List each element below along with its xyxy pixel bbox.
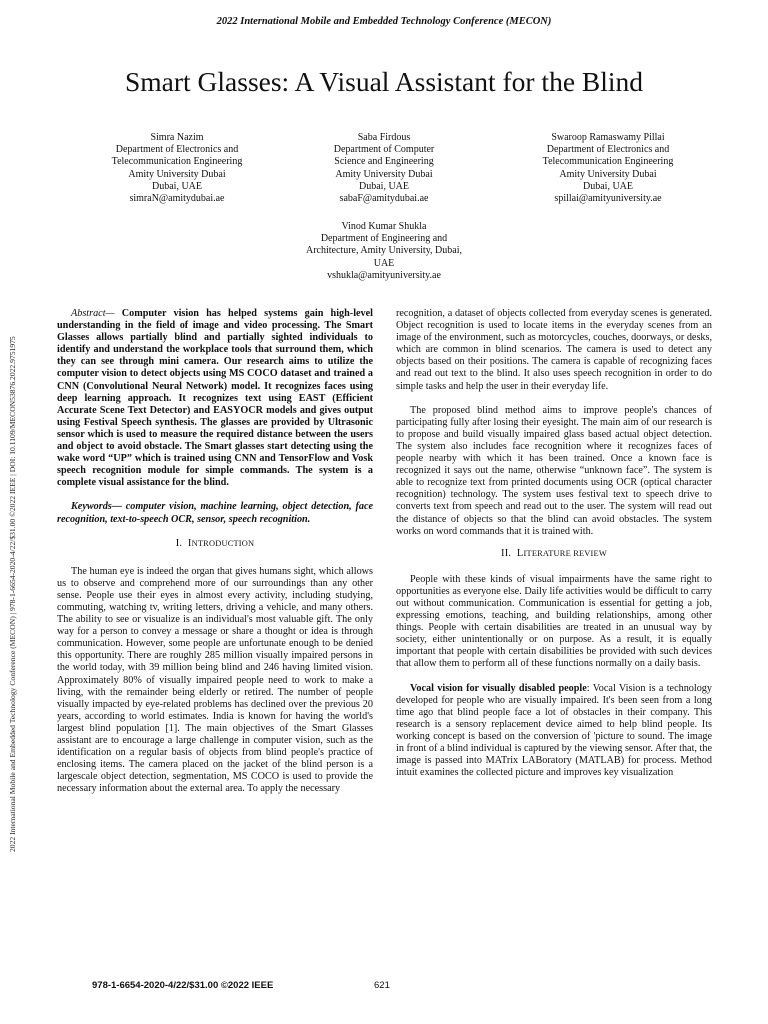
side-reference-text: 2022 International Mobile and Embedded Technology Conference (MECON) | 978-1-6654-2020-4/22/$31.00 ©2022 IEEE | DOI: 10.1109/MECON53876.2022.9751975 [8,336,17,852]
author-email: vshukla@amityuniversity.ae [327,269,441,281]
author-university: UAE [373,257,395,269]
section-heading-literature-review [396,548,712,560]
section-heading-introduction [57,538,373,550]
section-numeral: II. [501,547,512,559]
author-dept: Department of Electronics and [115,144,239,156]
author-name: Saba Firdous [357,132,411,143]
author-city: Dubai, UAE [152,180,202,192]
author-dept: Department of Computer [333,144,435,156]
abstract [57,308,373,489]
section-title-rest: NTRODUCTION [191,538,255,548]
literature-subheading: Vocal vision for visually disabled people [410,682,587,694]
footer-copyright: 978-1-6654-2020-4/22/$31.00 ©2022 IEEE [92,980,274,991]
literature-paragraph-2-text: : Vocal Vision is a technology developed for people who are visually impaired. It's been seen from a long time ago that blind people face a lot of obstacles in their company. This research is a sensory replacement device aimed to help blind people. Its working concept is based on the conversion of 'picture to sound. The image in front of a blind individual is captured by the viewing sensor. After that, the image is passed into MATrix LABoratory (MATLAB) for process. Method intuit examines the collected picture and improves key visualization [396,682,712,779]
author-email: simraN@amitydubai.ae [129,193,225,205]
keywords [57,501,373,525]
author-dept: Telecommunication Engineering [542,156,674,168]
abstract-text: Computer vision has helped systems gain high-level understanding in the field of image and video processing. The Smart Glasses allows partially blind and partially sighted individuals to identify and understand the workplace tools that surround them, which they can see through mini camera. Our research aims to utilize the computer vision to detect objects using MS COCO dataset and trained a CNN (Convolutional Neural Network) model. It recognizes faces using deep learning approach. It recognizes text using EAST (Efficient Accurate Scene Text Detector) and EASYOCR models and gives output using Festival Speech synthesis. The glasses are provided by Ultrasonic sensor which is used to measure the required distance between the users and object to avoid obstacle. The Smart glasses start detecting using the wake word “UP” which is trained using CNN and TensorFlow and Vosk speech recognition module for simple commands. The system is a complete visual assistance for the blind. [57,308,373,489]
intro-paragraph: The human eye is indeed the organ that gives humans sight, which allows us to observe and comprehend more of our surroundings than any other sense. People use their eyes in almost every activity, including studying, commuting, watching tv, writing letters, driving a vehicle, and many others. The ability to see or visualize is an individual's most valuable gift. The only way for a person to convey a message or share a thought or idea is through communication. However, some people are unfortunate enough to be denied this opportunity. There are roughly 285 million visually impaired persons in the world today, with 39 million being blind and 246 having limited vision. Approximately 80% of visually impaired people need to work to make a living, with the remainder being elderly or retired. The number of people visually impacted by eye-related problems has declined over the previous 20 years, according to world estimates. India is known for having the world's largest blind population [1]. The main objectives of the Smart Glasses assistant are to encourage a large challenge in computer vision, such as the identification on a regular basis of objects from blind people's practice of enclosing items. The camera placed on the jacket of the blind person is a largescale object detection, segmentation, MS COCO is used to provide the necessary information about the external area. To apply the necessary [57,565,373,795]
author-name: Simra Nazim [150,132,204,143]
left-column [57,308,373,795]
keywords-lead: Keywords— [71,501,122,513]
section-first-letter: I [187,537,192,549]
author-dept: Science and Engineering [334,156,434,168]
author-email: spillai@amityuniversity.ae [554,193,662,205]
author-university: Amity University Dubai [335,168,433,180]
literature-paragraph-2 [396,683,712,780]
section-first-letter: L [516,547,524,559]
author-dept: Telecommunication Engineering [111,156,243,168]
author-city: Dubai, UAE [359,180,409,192]
abstract-lead: Abstract— [71,308,115,319]
author-name: Vinod Kumar Shukla [341,221,427,232]
author-university: Amity University Dubai [128,168,226,180]
right-paragraph-1: recognition, a dataset of objects collected from everyday scenes is generated. Object recognition is used to locate items in the everyday scenes from an image of the environment, such as motorcycles, couches, doorways, or desks, which are common in blind scenarios. The camera is used to detect any objects based on their positions. The camera is capable of recognizing faces and read out text to the blind. It also uses speech recognition in order to do simple tasks and help the user in their everyday life. [396,308,713,392]
author-name: Swaroop Ramaswamy Pillai [551,132,665,143]
section-numeral: I. [175,537,183,549]
author-block-3 [498,132,718,205]
author-block-2 [274,132,494,205]
right-paragraph-2: The proposed blind method aims to improve people's chances of participating fully after losing their eyesight. The main aim of our research is to propose and build visually impaired glass based actual object detection. The system also includes face recognition where it recognizes faces of people nearby with which it has been trained. Once a known face is recognized it says out the name, otherwise “unknown face”. The system is able to recognize text from printed documents using OCR (optical character recognition) technology. The system uses festival text to speech drive to converts text from speech and read out to the user. The system will read out the distance of objects so that the blind can avoid obstacles. The system works on word commands that it is trained with. [396,404,712,537]
conference-header: 2022 International Mobile and Embedded Technology Conference (MECON) [216,16,552,27]
author-block-1 [67,132,287,205]
literature-paragraph-1: People with these kinds of visual impairments have the same right to opportunities as everyone else. Daily life activities would be difficult to carry out without communication. Communication is essential for getting a job, expressing emotions, teaching, and building relationships, among other things. People with certain disabilities are treated in an unusual way by society, either unintentionally or on purpose. As a result, it is equally important that people with certain disabilities be provided with such devices that allow them to perform all of these functions normally on a daily basis. [396,573,712,670]
paper-title: Smart Glasses: A Visual Assistant for the Blind [124,66,644,97]
author-dept: Department of Electronics and [546,144,670,156]
author-city: Dubai, UAE [583,180,633,192]
author-email: sabaF@amitydubai.ae [339,193,429,205]
page-number: 621 [374,980,390,991]
right-column [396,308,712,779]
author-block-4 [274,221,494,282]
section-title-rest: ITERATURE REVIEW [523,548,607,558]
author-dept: Department of Engineering and [320,233,448,245]
author-dept: Architecture, Amity University, Dubai, [306,245,462,257]
keywords-text: computer vision, machine learning, object detection, face recognition, text-to-speech OCR, sensor, speech recognition. [57,501,373,525]
author-university: Amity University Dubai [559,168,657,180]
